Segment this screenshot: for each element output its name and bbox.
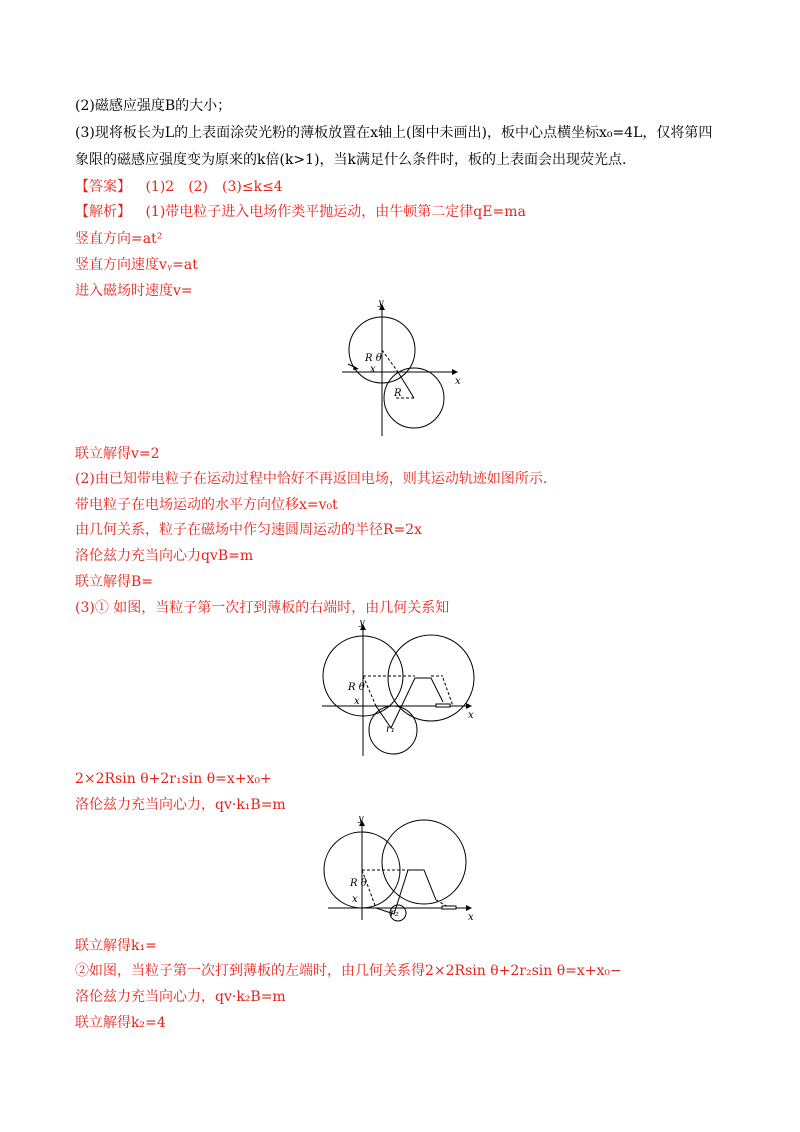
trajectory-figure-3 xyxy=(322,816,482,924)
r1-label: r₁ xyxy=(386,724,395,735)
y-axis-label: y xyxy=(359,620,365,628)
solution-line-7: 由几何关系，粒子在磁场中作匀速圆周运动的半径R=2x xyxy=(75,522,423,538)
answer-tag: 【答案】 xyxy=(75,179,131,195)
radius-theta-label: R θ xyxy=(365,353,382,364)
radius-theta-label: R θ xyxy=(350,878,367,889)
analysis-tag: 【解析】 xyxy=(75,204,131,220)
x-offset-label: x xyxy=(354,696,360,707)
x-axis-label: x xyxy=(468,710,474,721)
solution-line-12: 洛伦兹力充当向心力，qv·k₁B=m xyxy=(75,797,286,813)
x-offset-label: x xyxy=(370,364,376,375)
trajectory-figure-1 xyxy=(330,300,470,440)
solution-line-6: 带电粒子在电场运动的水平方向位移x=v₀t xyxy=(75,497,338,513)
solution-line-14: ②如图，当粒子第一次打到薄板的左端时，由几何关系得2×2Rsin θ+2r₂sin θ=x+x₀− xyxy=(75,963,622,979)
solution-line-10: (3)① 如图，当粒子第一次打到薄板的右端时，由几何关系知 xyxy=(75,600,450,616)
radius-theta-label: R θ xyxy=(348,682,365,693)
y-axis-label: y xyxy=(378,300,384,308)
analysis-text: (1)带电粒子进入电场作类平抛运动，由牛顿第二定律qE=ma xyxy=(145,204,526,220)
question-3-line-2: 象限的磁感应强度变为原来的k倍(k>1)，当k满足什么条件时，板的上表面会出现荧光点. xyxy=(75,152,627,168)
x-offset-label: x xyxy=(352,894,358,905)
solution-line-16: 联立解得k₂=4 xyxy=(75,1015,166,1031)
solution-line-8: 洛伦兹力充当向心力qvB=m xyxy=(75,548,254,564)
solution-line-5: (2)由已知带电粒子在运动过程中恰好不再返回电场，则其运动轨迹如图所示. xyxy=(75,471,548,487)
x-axis-label: x xyxy=(468,912,474,923)
question-3-line-1: (3)现将板长为L的上表面涂荧光粉的薄板放置在x轴上(图中未画出)，板中心点横坐标x₀=4L，仅将第四 xyxy=(75,125,713,141)
lower-radius-label: R xyxy=(394,388,402,399)
analysis-row xyxy=(75,203,526,221)
y-axis-label: y xyxy=(358,816,364,824)
solution-line-2: 竖直方向速度vᵧ=at xyxy=(75,257,198,273)
r2-label: r₂ xyxy=(390,908,399,919)
solution-line-9: 联立解得B= xyxy=(75,574,154,590)
solution-line-1: 竖直方向=at² xyxy=(75,231,163,247)
solution-line-15: 洛伦兹力充当向心力，qv·k₂B=m xyxy=(75,989,286,1005)
answer-row xyxy=(75,178,283,196)
solution-line-11: 2×2Rsin θ+2r₁sin θ=x+x₀+ xyxy=(75,771,272,787)
solution-line-4: 联立解得v=2 xyxy=(75,446,160,462)
x-axis-label: x xyxy=(455,376,461,387)
question-2: (2)磁感应强度B的大小； xyxy=(75,98,232,114)
solution-line-13: 联立解得k₁= xyxy=(75,938,157,954)
solution-line-3: 进入磁场时速度v= xyxy=(75,283,193,299)
answer-text: (1)2 (2) (3)≤k≤4 xyxy=(145,179,283,195)
trajectory-figure-2 xyxy=(318,620,483,760)
